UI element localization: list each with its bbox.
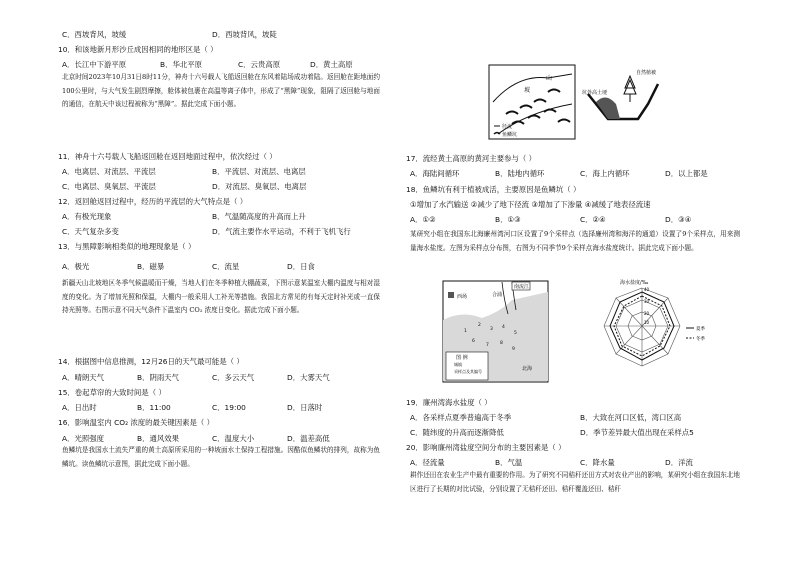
- svg-text:7: 7: [486, 343, 489, 348]
- q18-option-c[interactable]: C．②④: [580, 215, 606, 224]
- q13-option-d[interactable]: D．日食: [287, 262, 315, 271]
- q12-stem: 12．返回舱返回过程中，经历的平流层的大气特点是（ ）: [58, 197, 248, 206]
- q20-option-d[interactable]: D．洋流: [665, 458, 693, 467]
- q10-option-b[interactable]: B．华北平原: [160, 60, 203, 69]
- svg-text:3: 3: [490, 327, 493, 332]
- q18-option-b[interactable]: B．①③: [495, 215, 521, 224]
- q15-option-d[interactable]: D．日落时: [287, 403, 323, 412]
- map-legend-town: 城镇: [454, 362, 462, 367]
- q17-option-b[interactable]: B．陆地内循环: [495, 169, 545, 178]
- q10-option-a[interactable]: A．长江中下游平原: [62, 60, 127, 69]
- radar-legend-winter: 冬季: [696, 337, 705, 342]
- svg-text:9: 9: [512, 347, 515, 352]
- passage-lianzhou-bay: 某研究小组在我国东北海廉州湾河口区设置了9个采样点（选择廉州湾和海洋的通道）设置了9个采样点，用来测量海水盐度。左图为采样点分布图，右图为不同季节9个采样点海水盐度统计。据此完成下面小题。: [410, 230, 740, 252]
- svg-text:5: 5: [514, 331, 517, 336]
- radar-tick-40: 40: [644, 287, 650, 292]
- radar-legend-summer: 夏季: [696, 327, 705, 332]
- q16-option-b[interactable]: B．通风效果: [137, 434, 180, 443]
- q16-option-c[interactable]: C．温度大小: [212, 434, 255, 443]
- q13-option-c[interactable]: C．流星: [212, 262, 240, 271]
- q19-stem: 19．廉州湾海水盐度（ ）: [406, 398, 492, 407]
- radar-tick-30: 30: [644, 299, 650, 304]
- map-label-sea: 北海: [522, 366, 533, 372]
- q15-stem: 15．卷起草帘的大致时间是（ ）: [58, 388, 166, 397]
- q15-option-b[interactable]: B．11:00: [137, 403, 171, 412]
- q11-option-c[interactable]: C．电离层、臭氧层、平流层: [62, 182, 156, 191]
- q18-statements: ①增加了水汽输送 ②减少了地下径流 ③增加了下渗量 ④减缓了地表径流速: [410, 200, 651, 209]
- q13-option-b[interactable]: B．磁暴: [137, 262, 165, 271]
- label-mountain: 山: [546, 75, 553, 82]
- radar-tick-10: 10: [644, 320, 650, 325]
- q13-stem: 13．与黑障影响相类似的地理现象是（ ）: [58, 242, 196, 251]
- svg-text:6: 6: [472, 339, 475, 344]
- passage-fish-scale-pit: 鱼鳞坑是我国水土流失严重的黄土高原所采用的一种坡面水土保持工程措施。因酷似鱼鳞状的排列，故称为鱼鳞坑。读鱼鳞坑示意图，据此完成下面小题。: [62, 446, 380, 468]
- q14-option-c[interactable]: C．多云天气: [212, 373, 255, 382]
- sampling-map: [442, 280, 550, 384]
- map-legend-title: 图 例: [456, 355, 468, 361]
- svg-text:1: 1: [464, 329, 467, 334]
- q17-option-d[interactable]: D．以上都是: [665, 169, 708, 178]
- q20-option-c[interactable]: C．降水量: [580, 458, 615, 467]
- q12-option-c[interactable]: C．天气复杂多变: [62, 227, 119, 236]
- q20-stem: 20．影响廉州湾盐度空间分布的主要因素是（ ）: [406, 443, 566, 452]
- q17-option-a[interactable]: A．海陆间循环: [410, 169, 460, 178]
- q13-option-a[interactable]: A．极光: [62, 262, 90, 271]
- radar-title: 海水盐度/‰: [620, 280, 649, 286]
- q15-option-c[interactable]: C．19:00: [212, 403, 246, 412]
- legend-pit: 鱼鳞坑: [502, 132, 518, 138]
- q16-stem: 16．影响温室内 CO₂ 浓度的最关键因素是（ ）: [58, 418, 215, 427]
- q19-option-a[interactable]: A．各采样点夏季普遍高于冬季: [410, 413, 512, 422]
- label-vegetation: 自然植被: [636, 70, 657, 76]
- q17-option-c[interactable]: C．海上内循环: [580, 169, 630, 178]
- q11-option-b[interactable]: B．平流层、对流层、电离层: [212, 167, 306, 176]
- map-label-city1: 西场: [457, 294, 468, 300]
- q15-option-a[interactable]: A．日出时: [62, 403, 97, 412]
- q9-option-d[interactable]: D．西坡背风，坡陡: [212, 30, 277, 39]
- q11-stem: 11．神舟十六号载人飞船返回舱在返回地面过程中，依次经过（ ）: [58, 152, 277, 161]
- q20-option-b[interactable]: B．气温: [495, 458, 523, 467]
- passage-greenhouse: 新疆天山北坡地区冬季气候温暖而干燥，当地人们在冬季种植大棚蔬菜，下图示意某温室大棚内温度与相对湿度的变化。为了增加光照和保温，大棚内一般采用人工补光等措施。我国北方常见的有每天定时补光或一直保持光照等。右图示意不同天气条件下温室内 CO₂ 浓度日变化。据此完成下面小题。: [62, 279, 380, 314]
- map-label-river: 南流江: [514, 284, 530, 290]
- q11-option-a[interactable]: A．电离层、对流层、平流层: [62, 167, 156, 176]
- q14-option-b[interactable]: B．阴雨天气: [137, 373, 180, 382]
- svg-text:4: 4: [502, 325, 505, 330]
- svg-text:2: 2: [478, 323, 481, 328]
- fish-scale-pit-diagram: [488, 64, 686, 144]
- q12-option-d[interactable]: D．气流主要作水平运动，不利于飞机飞行: [212, 227, 351, 236]
- q18-stem: 18．鱼鳞坑有利于植被成活，主要原因是鱼鳞坑（ ）: [406, 185, 581, 194]
- q19-option-b[interactable]: B．大致在河口区低，湾口区高: [580, 413, 682, 422]
- q9-option-c[interactable]: C．西坡背风，坡缓: [62, 30, 127, 39]
- passage-straw-return: 耕作还田在农业生产中最有重要的作用。为了研究不同秸秆还田方式对农业产出的影响，某研究小组在我国东北地区进行了长期的对比试验，分别设置了无秸秆还田、秸秆覆盖还田、秸秆: [410, 471, 740, 493]
- q10-stem: 10．和该地新月形沙丘成因相同的地形区是（ ）: [58, 45, 218, 54]
- q12-option-a[interactable]: A．有极光现象: [62, 212, 112, 221]
- q10-option-c[interactable]: C．云贵高原: [238, 60, 281, 69]
- q18-option-d[interactable]: D．③④: [665, 215, 692, 224]
- passage-shenzhou: 北京时间2023年10月31日8时11分，神舟十六号载人飞船返回舱在东风着陆场成功着陆。返回舱在距地面约100公里时，与大气发生剧烈摩擦，舱体被包裹在高温等离子体中，形成了“黑障”现象，阻隔了返回舱与地面的通信，在航天中该过程被称为“黑障”。据此完成下面小题。: [62, 73, 380, 108]
- q12-option-b[interactable]: B．气温随高度的升高而上升: [212, 212, 306, 221]
- label-soil-ridge: 坑外高土埂: [582, 90, 608, 96]
- q11-option-d[interactable]: D．对流层、臭氧层、电离层: [212, 182, 307, 191]
- label-slope: 坡: [524, 87, 531, 94]
- q19-option-c[interactable]: C．随纬度的升高而逐渐降低: [410, 428, 504, 437]
- q19-option-d[interactable]: D．季节差异最大值出现在采样点5: [580, 428, 694, 437]
- svg-text:8: 8: [500, 341, 503, 346]
- map-legend-point: 采样点及其编号: [454, 369, 482, 374]
- q16-option-a[interactable]: A．光照强度: [62, 434, 105, 443]
- salinity-radar-chart: [582, 276, 712, 388]
- q14-option-a[interactable]: A．晴朗天气: [62, 373, 105, 382]
- q14-stem: 14．根据图中信息推测，12月26日的天气最可能是（ ）: [58, 357, 244, 366]
- q10-option-d[interactable]: D．黄土高原: [310, 60, 353, 69]
- q14-option-d[interactable]: D．大雾天气: [287, 373, 330, 382]
- q20-option-a[interactable]: A．径流量: [410, 458, 445, 467]
- radar-tick-20: 20: [644, 311, 650, 316]
- legend-runoff: 径流: [502, 124, 513, 130]
- q16-option-d[interactable]: D．温差高低: [287, 434, 330, 443]
- q17-stem: 17．流经黄土高原的黄河主要参与（ ）: [406, 154, 537, 163]
- q18-option-a[interactable]: A．①②: [410, 215, 436, 224]
- map-label-city2: 合浦: [492, 292, 503, 298]
